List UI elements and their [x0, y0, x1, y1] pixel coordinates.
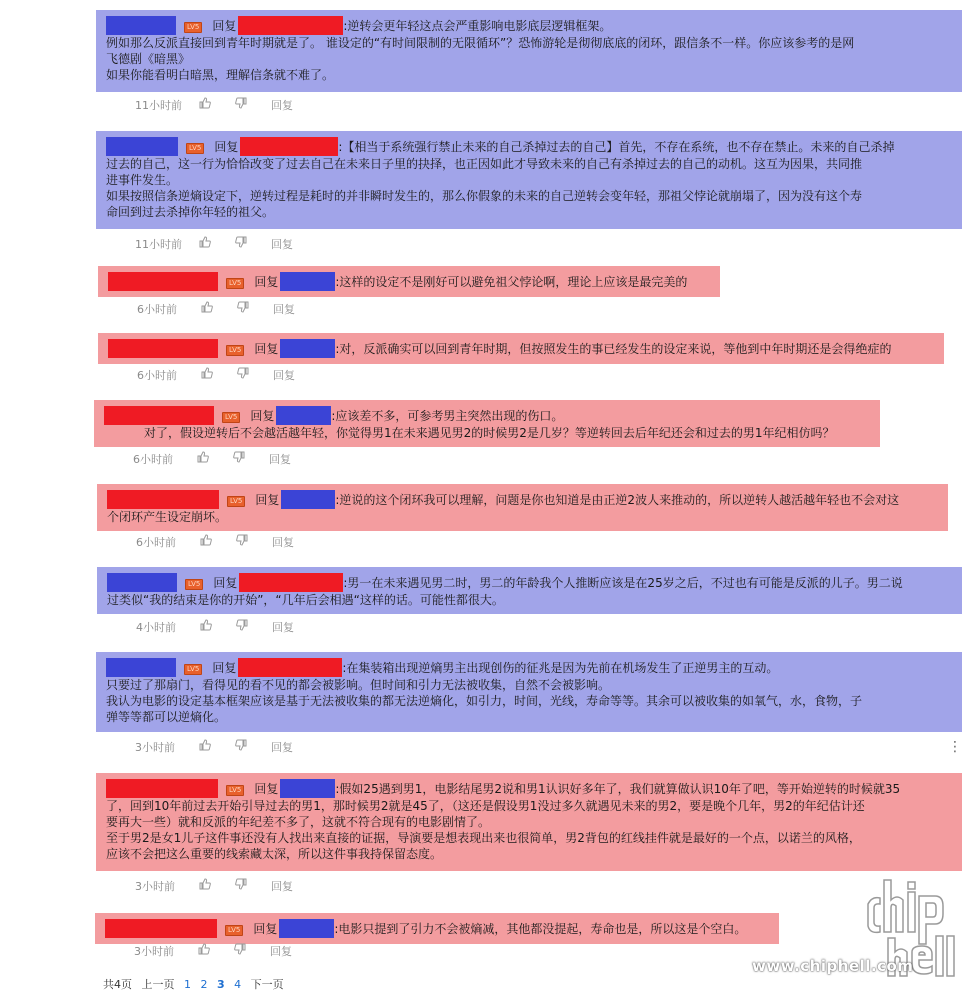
- comment-bubble: [97, 567, 962, 614]
- redacted-reply-target: [239, 573, 343, 592]
- reply-link[interactable]: 回复: [272, 536, 294, 549]
- reply-link[interactable]: 回复: [272, 621, 294, 634]
- comment-text-line: :逆转会更年轻这点会严重影响电影底层逻辑框架。: [343, 19, 612, 33]
- comment-text-line: 如果按照信条逆熵设定下，逆转过程是耗时的并非瞬时发生的，那么你假象的未来的自己逆转会变年轻，那祖父悖论就崩塌了，因为没有这个寿: [106, 189, 863, 203]
- level-badge: LV5: [186, 143, 204, 154]
- thumbs-down-icon[interactable]: [235, 236, 247, 248]
- reply-prefix: 回复: [250, 409, 275, 423]
- thumbs-up-icon[interactable]: [201, 301, 213, 313]
- redacted-reply-target: [276, 406, 331, 425]
- reply-prefix: 回复: [255, 493, 280, 507]
- timestamp: 3小时前: [134, 945, 174, 958]
- comment-meta: [135, 739, 962, 755]
- redacted-avatar-name: [108, 339, 218, 358]
- page-link-1[interactable]: 1: [184, 978, 191, 991]
- comment-text-line: 个闭环产生设定崩坏。: [107, 510, 228, 524]
- timestamp: 6小时前: [133, 453, 173, 466]
- thumbs-down-icon[interactable]: [236, 619, 248, 631]
- comment-text-line: :对，反派确实可以回到青年时期，但按照发生的事已经发生的设定来说，等他到中年时期还是会得绝症的: [335, 342, 892, 356]
- comment-text-line: :男一在未来遇见男二时，男二的年龄我个人推断应该是在25岁之后，不过也有可能是反派的儿子。男二说: [343, 576, 903, 590]
- reply-prefix: 回复: [212, 19, 237, 33]
- comment-bubble: [96, 131, 962, 229]
- comment-text-line: :【相当于系统强行禁止未来的自己杀掉过去的自己】首先，不存在系统，也不存在禁止。未来的自己杀掉: [338, 140, 895, 154]
- comment-text-line: :逆说的这个闭环我可以理解，问题是你也知道是由正逆2波人来推动的，所以逆转人越活越年轻也不会对这: [335, 493, 900, 507]
- redacted-avatar-name: [106, 16, 176, 35]
- timestamp: 4小时前: [136, 621, 176, 634]
- pagination: [103, 976, 290, 992]
- thumbs-up-icon[interactable]: [200, 534, 212, 546]
- level-badge: LV5: [184, 664, 202, 675]
- more-options-icon[interactable]: ⋮: [948, 739, 962, 755]
- timestamp: 6小时前: [136, 536, 176, 549]
- prev-page-link[interactable]: 上一页: [141, 978, 175, 991]
- thumbs-up-icon[interactable]: [199, 878, 211, 890]
- comment-meta: [135, 236, 962, 252]
- level-badge: LV5: [226, 345, 244, 356]
- comment-text-line: 只要过了那扇门，看得见的看不见的都会被影响。但时间和引力无法被收集，自然不会被影响。: [106, 678, 611, 692]
- comment-meta: [135, 97, 962, 113]
- redacted-reply-target: [240, 137, 338, 156]
- comment-text-line: :应该差不多，可参考男主突然出现的伤口。: [331, 409, 564, 423]
- comment-meta: [137, 367, 944, 383]
- comment-meta: [137, 301, 720, 317]
- comment-text-line: :这样的设定不是刚好可以避免祖父悖论啊，理论上应该是最完美的: [335, 275, 688, 289]
- comment-text-line: 对了，假设逆转后不会越活越年轻，你觉得男1在未来遇见男2的时候男2是几岁？等逆转回去后年纪还会和过去的男1年纪相仿吗？: [144, 426, 835, 440]
- thumbs-up-icon[interactable]: [199, 739, 211, 751]
- comment-text-line: :在集装箱出现逆熵男主出现创伤的征兆是因为先前在机场发生了正逆男主的互动。: [342, 661, 779, 675]
- thumbs-up-icon[interactable]: [200, 619, 212, 631]
- pagination-total: 共4页: [103, 978, 132, 991]
- redacted-reply-target: [238, 658, 342, 677]
- thumbs-up-icon[interactable]: [197, 451, 209, 463]
- reply-prefix: 回复: [212, 661, 237, 675]
- page-link-2[interactable]: 2: [200, 978, 208, 991]
- comment-meta: [136, 619, 962, 635]
- reply-link[interactable]: 回复: [273, 369, 295, 382]
- thumbs-down-icon[interactable]: [237, 367, 249, 379]
- reply-link[interactable]: 回复: [269, 453, 291, 466]
- thumbs-down-icon[interactable]: [237, 301, 249, 313]
- level-badge: LV5: [185, 579, 203, 590]
- reply-link[interactable]: 回复: [271, 741, 293, 754]
- redacted-reply-target: [238, 16, 343, 35]
- redacted-reply-target: [281, 490, 335, 509]
- timestamp: 11小时前: [135, 99, 182, 112]
- reply-link[interactable]: 回复: [271, 880, 293, 893]
- redacted-avatar-name: [105, 919, 217, 938]
- thumbs-down-icon[interactable]: [235, 97, 247, 109]
- level-badge: LV5: [184, 22, 202, 33]
- redacted-avatar-name: [107, 573, 177, 592]
- comment-bubble: [98, 266, 720, 297]
- comment-text-line: 飞德剧《暗黑》: [106, 52, 191, 66]
- timestamp: 3小时前: [135, 880, 175, 893]
- comment-text-line: 命回到过去杀掉你年轻的祖父。: [106, 205, 275, 219]
- thumbs-up-icon[interactable]: [201, 367, 213, 379]
- reply-link[interactable]: 回复: [270, 945, 292, 958]
- redacted-reply-target: [279, 919, 334, 938]
- redacted-avatar-name: [106, 779, 218, 798]
- level-badge: LV5: [222, 412, 240, 423]
- redacted-avatar-name: [106, 137, 178, 156]
- comment-bubble: [96, 10, 962, 92]
- page-link-3-current: 3: [217, 978, 225, 991]
- comment-text-line: 我认为电影的设定基本框架应该是基于无法被收集的都无法逆熵化，如引力，时间，光线，寿命等等。其余可以被收集的如氧气，水，食物，子: [106, 694, 863, 708]
- comment-text-line: :电影只提到了引力不会被熵减，其他都没提起，寿命也是，所以这是个空白。: [334, 922, 747, 936]
- reply-prefix: 回复: [213, 576, 238, 590]
- comment-bubble: [96, 773, 962, 871]
- thumbs-down-icon[interactable]: [236, 534, 248, 546]
- comment-bubble: [94, 400, 880, 447]
- level-badge: LV5: [226, 278, 244, 289]
- reply-prefix: 回复: [254, 275, 279, 289]
- next-page-link[interactable]: 下一页: [250, 978, 284, 991]
- redacted-reply-target: [280, 779, 335, 798]
- reply-prefix: 回复: [254, 782, 279, 796]
- comment-text-line: 过去的自己，这一行为恰恰改变了过去自己在未来日子里的抉择，也正因如此才导致未来的自己有杀掉过去的自己的动机。这互为因果，共同推: [106, 157, 863, 171]
- comment-meta: [134, 943, 779, 959]
- level-badge: LV5: [227, 496, 245, 507]
- comment-text-line: :假如25遇到男1，电影结尾男2说和男1认识好多年了，我们就算做认识10年了吧，等开始逆转的时候就35: [335, 782, 901, 796]
- comment-text-line: 弹等等都可以逆熵化。: [106, 710, 227, 724]
- page-link-4[interactable]: 4: [234, 978, 242, 991]
- timestamp: 6小时前: [137, 369, 177, 382]
- comment-text-line: 过类似“我的结束是你的开始”，“几年后会相遇“这样的话。可能性都很大。: [107, 593, 504, 607]
- comment-text-line: 例如那么反派直接回到青年时期就是了。 谁设定的“有时间限制的无限循环”？恐怖游轮是彻彻底底的闭环，跟信条不一样。你应该参考的是网: [106, 36, 855, 50]
- thumbs-down-icon[interactable]: [234, 943, 246, 955]
- comment-bubble: [97, 484, 948, 531]
- reply-prefix: 回复: [214, 140, 239, 154]
- comment-text-line: 应该不会把这么重要的线索藏太深，所以这件事我持保留态度。: [106, 847, 443, 861]
- redacted-avatar-name: [104, 406, 214, 425]
- redacted-avatar-name: [108, 272, 218, 291]
- comment-text-line: 至于男2是女1儿子这件事还没有人找出来直接的证据，导演要是想表现出来也很简单，男2背包的红线挂件就是最好的一个点，以诺兰的风格，: [106, 831, 861, 845]
- thumbs-down-icon[interactable]: [235, 878, 247, 890]
- thumbs-down-icon[interactable]: [235, 739, 247, 751]
- timestamp: 11小时前: [135, 238, 182, 251]
- reply-link[interactable]: 回复: [271, 238, 293, 251]
- reply-link[interactable]: 回复: [273, 303, 295, 316]
- watermark-url: www.chiphell.com: [752, 957, 914, 975]
- comment-bubble: [98, 333, 944, 364]
- comment-meta: [136, 534, 948, 550]
- comment-text-line: 要再大一些）就和反派的年纪差不多了，这就不符合现有的电影剧情了。: [106, 815, 491, 829]
- thumbs-up-icon[interactable]: [199, 236, 211, 248]
- timestamp: 6小时前: [137, 303, 177, 316]
- comment-bubble: [95, 913, 779, 944]
- thumbs-up-icon[interactable]: [198, 943, 210, 955]
- comment-bubble: [96, 652, 962, 732]
- redacted-reply-target: [280, 339, 335, 358]
- comment-text-line: 进事件发生。: [106, 173, 179, 187]
- level-badge: LV5: [225, 925, 243, 936]
- timestamp: 3小时前: [135, 741, 175, 754]
- reply-link[interactable]: 回复: [271, 99, 293, 112]
- reply-prefix: 回复: [253, 922, 278, 936]
- comment-text-line: 如果你能看明白暗黑，理解信条就不难了。: [106, 68, 335, 82]
- redacted-avatar-name: [106, 658, 176, 677]
- comment-text-line: 了，回到10年前过去开始引导过去的男1，那时候男2就是45了，（这还是假设男1没过多久就遇见未来的男2，要是晚个几年，男2的年纪估计还: [106, 799, 865, 813]
- thumbs-down-icon[interactable]: [233, 451, 245, 463]
- redacted-avatar-name: [107, 490, 219, 509]
- reply-prefix: 回复: [254, 342, 279, 356]
- redacted-reply-target: [280, 272, 335, 291]
- comment-meta: [133, 451, 880, 467]
- level-badge: LV5: [226, 785, 244, 796]
- thumbs-up-icon[interactable]: [199, 97, 211, 109]
